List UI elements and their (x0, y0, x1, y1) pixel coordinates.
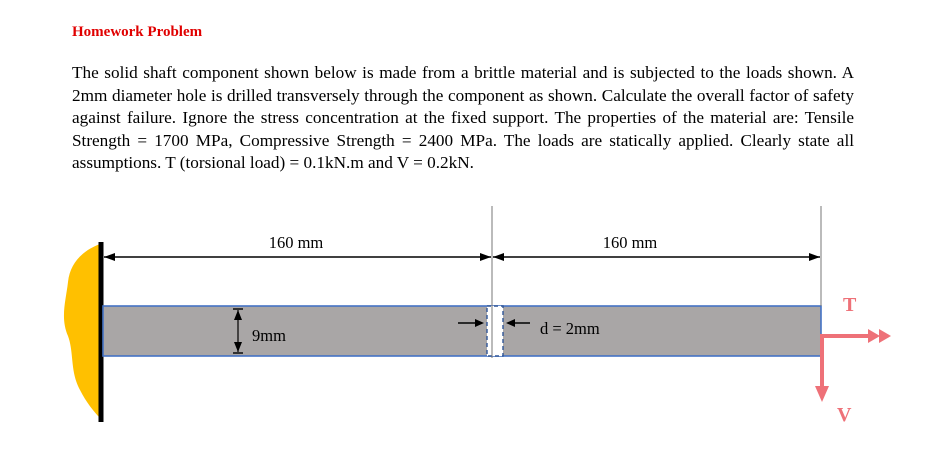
dimension-arrowhead (493, 253, 504, 261)
fixed-support-wall (64, 244, 100, 418)
problem-heading: Homework Problem (72, 24, 203, 40)
torque-label: T (843, 294, 857, 316)
shaft-body (103, 306, 821, 356)
hole-marker (487, 306, 503, 356)
problem-statement: The solid shaft component shown below is made from a brittle material and is subjected to the loads shown. A 2mm diameter hole is drilled transversely through the component as shown. Calculate the overall factor of safety against failure. Ignore the stress concentration at the fixed support. The properties of the material are: Tensile Strength = 1700 MPa, Compressive Strength = 2400 MPa. The loads are statically applied. Clearly state all assumptions. T (torsional load) = 0.1kN.m and V = 0.2kN. (72, 63, 854, 172)
dimension-arrowhead (809, 253, 820, 261)
dimension-arrowhead (104, 253, 115, 261)
right-length-label: 160 mm (602, 233, 658, 252)
torque-arrowhead (868, 329, 880, 343)
dimension-arrowhead (480, 253, 491, 261)
torque-arrowhead (879, 329, 891, 343)
left-length-label: 160 mm (268, 233, 324, 252)
diameter-label: 9mm (252, 326, 286, 345)
shear-label: V (837, 404, 852, 426)
shear-arrowhead (815, 386, 829, 402)
hole-diameter-label: d = 2mm (540, 319, 600, 338)
